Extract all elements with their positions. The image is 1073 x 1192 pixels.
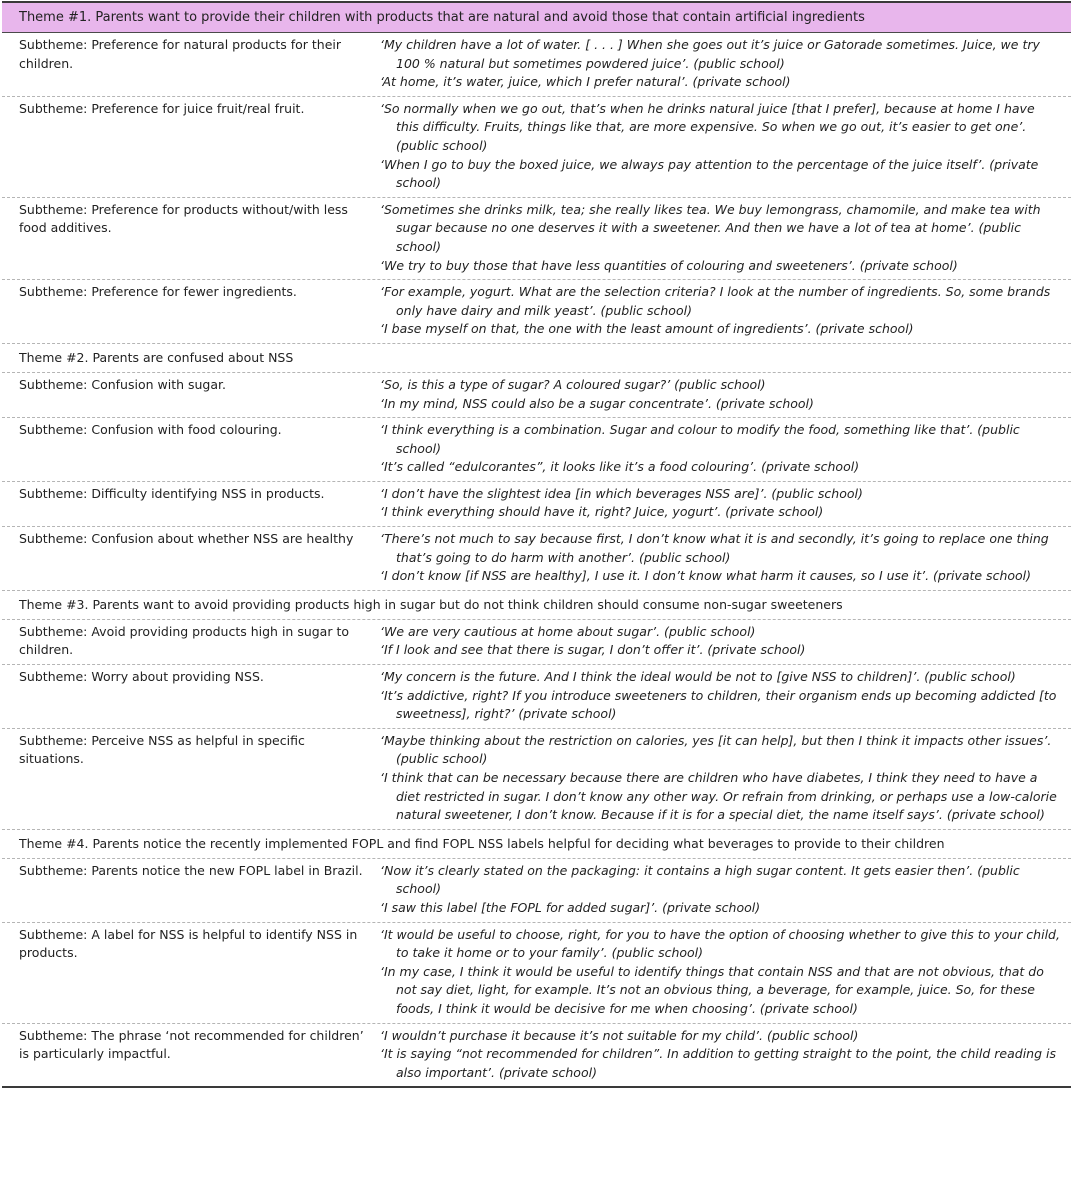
quote-text: ‘So, is this a type of sugar? A coloured sugar?’ (public school) xyxy=(380,376,766,392)
subtheme-label: Subtheme: Preference for products without/with less food additives. xyxy=(19,201,348,236)
theme-heading: Theme #4. Parents notice the recently implemented FOPL and find FOPL NSS labels helpful for deciding what beverages to provide to their children xyxy=(2,830,1071,859)
subtheme-row xyxy=(2,1024,1071,1089)
subtheme-label: Subtheme: Confusion with food colouring. xyxy=(19,422,282,438)
subtheme-label: Subtheme: Confusion about whether NSS are healthy xyxy=(19,531,354,547)
themes-table xyxy=(2,1,1071,1088)
subtheme-label: Subtheme: Preference for fewer ingredients. xyxy=(19,284,297,300)
quote-text: ‘I don’t know [if NSS are healthy], I use it. I don’t know what harm it causes, so I use it’. (private school) xyxy=(380,568,1032,584)
subtheme-row xyxy=(2,97,1071,198)
subtheme-label: Subtheme: The phrase ‘not recommended for children’ is particularly impactful. xyxy=(19,1027,364,1062)
quotes-cell xyxy=(364,530,1071,586)
quote-text: ‘For example, yogurt. What are the selection criteria? I look at the number of ingredients. So, some brands only have dairy and milk yeast’. (public school) xyxy=(380,284,1051,318)
quotes-cell xyxy=(364,376,1071,413)
subtheme-row xyxy=(2,859,1071,923)
quote-text: ‘My children have a lot of water. [ . . . ] When she goes out it’s juice or Gatorade sometimes. Juice, we try 100 % natural but sometimes powdered juice’. (public school) xyxy=(380,37,1040,71)
quotes-cell xyxy=(364,668,1071,724)
quote-text: ‘In my mind, NSS could also be a sugar concentrate’. (private school) xyxy=(380,395,814,411)
quote-text: ‘Now it’s clearly stated on the packaging: it contains a high sugar content. It gets easier then’. (public school) xyxy=(380,862,1020,897)
quotes-cell xyxy=(364,485,1071,522)
subtheme-label: Subtheme: Worry about providing NSS. xyxy=(19,669,264,685)
quote-text: ‘It would be useful to choose, right, for you to have the option of choosing whether to give this to your child, to take it home or to your family’. (public school) xyxy=(380,926,1060,961)
subtheme-label: Subtheme: Avoid providing products high in sugar to children. xyxy=(19,623,350,658)
theme-heading: Theme #3. Parents want to avoid providing products high in sugar but do not think children should consume non-sugar sweeteners xyxy=(2,591,1071,620)
quote-text: ‘In my case, I think it would be useful to identify things that contain NSS and that are not obvious, that do not say diet, light, for example. It’s not an obvious thing, a beverage, for example, juice. So, for these foods, I think it would be decisive for me when choosing’. (private school) xyxy=(380,963,1044,1016)
quote-text: ‘If I look and see that there is sugar, I don’t offer it’. (private school) xyxy=(380,642,806,658)
quote-text: ‘I base myself on that, the one with the least amount of ingredients’. (private school) xyxy=(380,321,914,337)
quote-text: ‘I don’t have the slightest idea [in which beverages NSS are]’. (public school) xyxy=(380,485,863,501)
subtheme-label: Subtheme: Preference for natural products for their children. xyxy=(19,37,341,71)
theme-heading: Theme #2. Parents are confused about NSS xyxy=(2,344,1071,373)
quote-text: ‘I think everything is a combination. Sugar and colour to modify the food, something like that’. (public school) xyxy=(380,422,1020,456)
quotes-cell xyxy=(364,201,1071,275)
subtheme-label: Subtheme: Parents notice the new FOPL label in Brazil. xyxy=(19,862,363,878)
quote-text: ‘I wouldn’t purchase it because it’s not suitable for my child’. (public school) xyxy=(380,1027,859,1043)
quotes-cell xyxy=(364,36,1071,92)
subtheme-row xyxy=(2,665,1071,729)
quote-text: ‘It is saying “not recommended for children”. In addition to getting straight to the point, the child reading is also important’. (private school) xyxy=(380,1046,1057,1080)
subtheme-row xyxy=(2,418,1071,482)
subtheme-label: Subtheme: Difficulty identifying NSS in products. xyxy=(19,485,325,501)
quote-text: ‘We try to buy those that have less quantities of colouring and sweeteners’. (private school) xyxy=(380,257,958,273)
subtheme-row xyxy=(2,923,1071,1024)
quote-text: ‘Maybe thinking about the restriction on calories, yes [it can help], but then I think it impacts other issues’. (public school) xyxy=(380,732,1052,767)
subtheme-row xyxy=(2,729,1071,830)
quote-text: ‘At home, it’s water, juice, which I prefer natural’. (private school) xyxy=(380,74,791,90)
quotes-cell xyxy=(364,862,1071,918)
quote-text: ‘I saw this label [the FOPL for added sugar]’. (private school) xyxy=(380,899,761,915)
quotes-cell xyxy=(364,283,1071,339)
subtheme-row xyxy=(2,280,1071,344)
quote-text: ‘We are very cautious at home about sugar’. (public school) xyxy=(380,623,756,639)
quotes-cell xyxy=(364,100,1071,193)
theme-heading: Theme #1. Parents want to provide their children with products that are natural and avoid those that contain artificial ingredients xyxy=(2,1,1071,33)
quote-text: ‘My concern is the future. And I think the ideal would be not to [give NSS to children]’. (public school) xyxy=(380,669,1016,685)
quotes-cell xyxy=(364,1027,1071,1083)
quote-text: ‘Sometimes she drinks milk, tea; she really likes tea. We buy lemongrass, chamomile, and make tea with sugar because no one deserves it with a sweetener. And then we have a lot of tea at home’. (public school) xyxy=(380,201,1041,254)
quote-text: ‘I think everything should have it, right? Juice, yogurt’. (private school) xyxy=(380,504,824,520)
quote-text: ‘There’s not much to say because first, I don’t know what it is and secondly, it’s going to replace one thing that’s going to do harm with another’. (public school) xyxy=(380,531,1049,565)
subtheme-row xyxy=(2,198,1071,280)
quotes-cell xyxy=(364,623,1071,660)
subtheme-label: Subtheme: Preference for juice fruit/real fruit. xyxy=(19,100,305,116)
quote-text: ‘I think that can be necessary because there are children who have diabetes, I think they need to have a diet restricted in sugar. I don’t know any other way. Or refrain from drinking, or perhaps use a low-calorie natural sweetener, I don’t know. Because if it is for a special diet, the name itself says’. (private school) xyxy=(380,770,1057,823)
quote-text: ‘It’s called “edulcorantes”, it looks like it’s a food colouring’. (private school) xyxy=(380,459,860,475)
quotes-cell xyxy=(364,732,1071,825)
quotes-cell xyxy=(364,926,1071,1019)
subtheme-row xyxy=(2,527,1071,591)
subtheme-row xyxy=(2,620,1071,665)
subtheme-row xyxy=(2,373,1071,418)
quote-text: ‘So normally when we go out, that’s when he drinks natural juice [that I prefer], because at home I have this difficulty. Fruits, things like that, are more expensive. So when we go out, it’s easier to get one’. (public school) xyxy=(380,100,1035,153)
quote-text: ‘It’s addictive, right? If you introduce sweeteners to children, their organism ends up becoming addicted [to sweetness], right?’ (private school) xyxy=(380,687,1057,722)
quotes-cell xyxy=(364,421,1071,477)
subtheme-row xyxy=(2,33,1071,97)
subtheme-row xyxy=(2,482,1071,527)
quote-text: ‘When I go to buy the boxed juice, we always pay attention to the percentage of the juice itself’. (private school) xyxy=(380,156,1039,191)
subtheme-label: Subtheme: Confusion with sugar. xyxy=(19,376,226,392)
subtheme-label: Subtheme: Perceive NSS as helpful in specific situations. xyxy=(19,732,305,767)
subtheme-label: Subtheme: A label for NSS is helpful to identify NSS in products. xyxy=(19,926,358,961)
